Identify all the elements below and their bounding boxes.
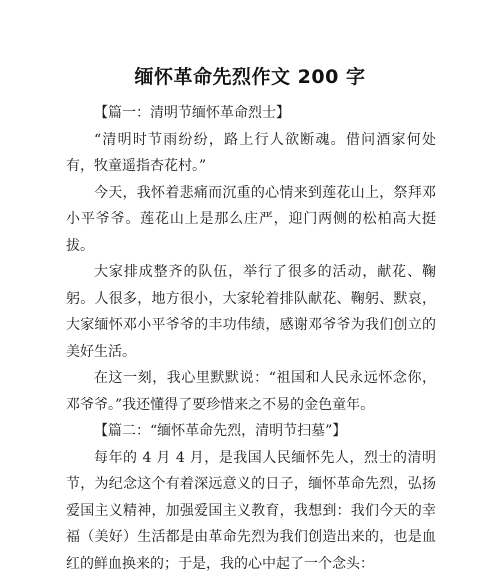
document-title: 缅怀革命先烈作文 200 字 bbox=[0, 62, 500, 89]
section-heading-1: 【篇一：清明节缅怀革命烈士】 bbox=[66, 100, 436, 127]
paragraph-moment: 在这一刻，我心里默默说：“祖国和人民永远怀念你，邓爷爷。”我还懂得了要珍惜来之不易的金色童年。 bbox=[66, 365, 436, 418]
paragraph-lotus-mountain: 今天，我怀着悲痛而沉重的心情来到莲花山上，祭拜邓小平爷爷。莲花山上是那么庄严，迎门两侧的松柏高大挺拔。 bbox=[66, 180, 436, 260]
paragraph-ceremony: 大家排成整齐的队伍，举行了很多的活动，献花、鞠躬。人很多，地方很小，大家轮着排队献花、鞠躬、默哀，大家缅怀邓小平爷爷的丰功伟绩，感谢邓爷爷为我们创立的美好生活。 bbox=[66, 259, 436, 365]
section-heading-2: 【篇二：“缅怀革命先烈，清明节扫墓”】 bbox=[66, 418, 436, 445]
document-body bbox=[66, 100, 436, 577]
paragraph-april: 每年的 4 月 4 月，是我国人民缅怀先人，烈士的清明节，为纪念这个有着深远意义的日子，缅怀革命先烈，弘扬爱国主义精神，加强爱国主义教育，我想到：我们今天的幸福（美好）生活都是由革命先烈为我们创造出来的，也是血红的鲜血换来的；于是，我的心中起了一个念头： bbox=[66, 445, 436, 577]
paragraph-poem: “清明时节雨纷纷，路上行人欲断魂。借问酒家何处有，牧童遥指杏花村。” bbox=[66, 127, 436, 180]
